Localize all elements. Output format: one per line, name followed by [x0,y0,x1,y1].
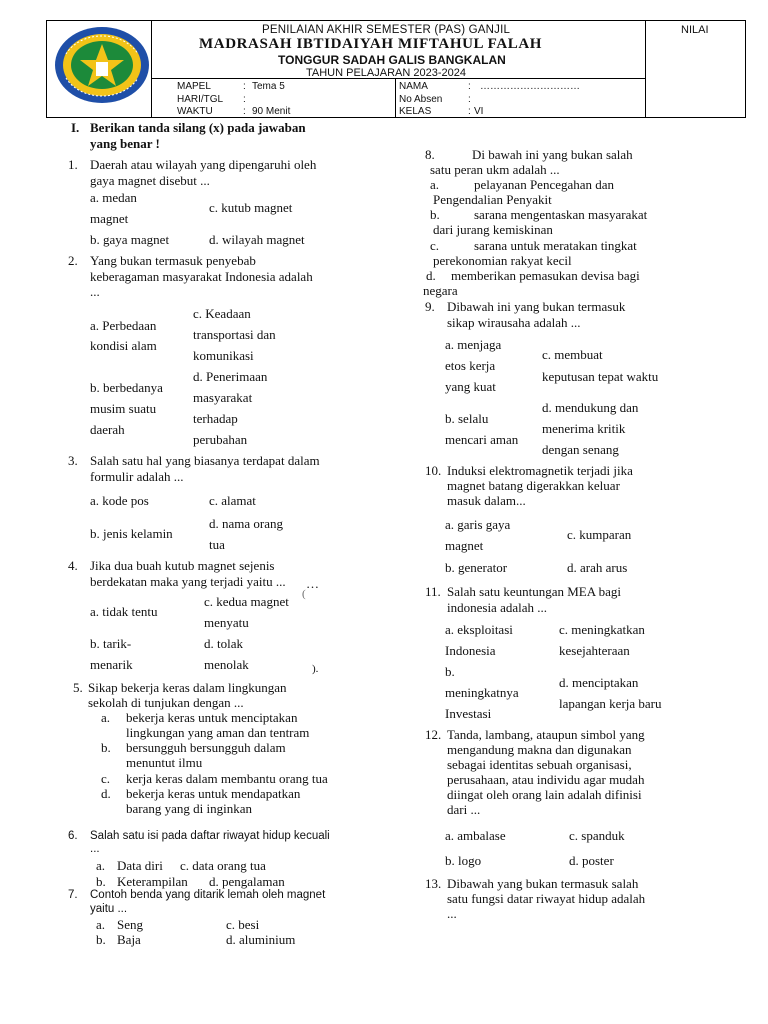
option-a-cont: kondisi alam [90,338,157,353]
option-c[interactable]: sarana untuk meratakan tingkat [474,238,637,253]
option-b[interactable]: b. gaya magnet [90,232,170,247]
question-number: 13. [425,876,442,891]
question-text: ... [90,284,100,299]
question-number: 1. [68,157,78,172]
option-letter: d. [426,268,436,283]
question-text: satu peran ukm adalah ... [430,162,560,177]
option-c[interactable]: c. spanduk [569,828,625,843]
stray-mark: ). [312,663,319,675]
option-d-cont: lapangan kerja baru [559,696,662,711]
section-instruction: Berikan tanda silang (x) pada jawaban [90,120,306,135]
question-number: 4. [68,558,78,573]
question-text: Dibawah yang bukan termasuk salah [447,876,639,891]
question-text: Salah satu keuntungan MEA bagi [447,584,622,599]
option-a-cont: Pengendalian Penyakit [433,192,552,207]
option-letter: d. [101,786,111,801]
option-letter: b. [96,932,106,947]
info-waktu-label: WAKTU [177,106,213,117]
option-b-cont: meningkatnya [445,685,519,700]
option-d-cont: negara [423,283,458,298]
option-b[interactable]: Baja [117,932,141,947]
option-d-cont: dengan senang [542,442,619,457]
school-location: TONGGUR SADAH GALIS BANGKALAN [278,53,506,67]
option-b[interactable]: b. [445,664,455,679]
option-letter: a. [101,710,111,725]
option-d-cont: terhadap [193,411,238,426]
question-text: Salah satu isi pada daftar riwayat hidup kecuali [90,830,330,842]
info-nama-value: ………………………… [480,81,580,92]
question-text: indonesia adalah ... [447,600,547,615]
option-b-cont: mencari aman [445,432,519,447]
question-text: Salah satu hal yang biasanya terdapat dalam [90,453,320,468]
assessment-title: PENILAIAN AKHIR SEMESTER (PAS) GANJIL [262,24,511,36]
option-a-cont: Indonesia [445,643,496,658]
option-letter: a. [96,917,106,932]
option-d[interactable]: d. aluminium [226,932,296,947]
option-c-cont: keputusan tepat waktu [542,369,659,384]
option-letter: a. [430,177,440,192]
option-letter: a. [96,858,106,873]
option-c[interactable]: c. kutub magnet [209,200,293,215]
info-absen-label: No Absen [399,94,443,105]
option-a[interactable]: pelayanan Pencegahan dan [474,177,615,192]
option-c-cont: kesejahteraan [559,643,630,658]
option-a[interactable]: bekerja keras untuk menciptakan [126,710,298,725]
option-b-cont: menuntut ilmu [126,755,203,770]
option-a[interactable]: Data diri [117,858,163,873]
option-c[interactable]: c. Keadaan [193,306,251,321]
option-d-cont: menerima kritik [542,421,626,436]
question-text: sebagai identitas sebuah organisasi, [447,757,632,772]
option-d-cont: masyarakat [193,390,253,405]
colon: : [468,94,471,105]
info-waktu-value: 90 Menit [252,106,291,117]
question-text: Tanda, lambang, ataupun simbol yang [447,727,645,742]
question-text: Di bawah ini yang bukan salah [472,147,633,162]
question-text: yaitu ... [90,903,128,915]
option-b[interactable]: b. tarik- [90,636,132,651]
option-b[interactable]: bersungguh bersungguh dalam [126,740,286,755]
option-a[interactable]: a. eksploitasi [445,622,513,637]
question-number: 3. [68,453,78,468]
question-text: Yang bukan termasuk penyebab [90,253,256,268]
option-c[interactable]: c. meningkatkan [559,622,645,637]
option-b-cont: Investasi [445,706,492,721]
option-a-cont: yang kuat [445,379,496,394]
question-text: dari ... [447,802,481,817]
question-number: 5. [73,680,83,695]
colon: : [243,94,246,105]
option-d-cont: tua [209,537,225,552]
option-c-cont: menyatu [204,615,249,630]
option-c-cont: perekonomian rakyat kecil [433,253,572,268]
question-text: Sikap bekerja keras dalam lingkungan [88,680,287,695]
option-b-cont: dari jurang kemiskinan [433,222,553,237]
option-d[interactable]: bekerja keras untuk mendapatkan [126,786,301,801]
option-c-cont: komunikasi [193,348,254,363]
option-b[interactable]: b. jenis kelamin [90,526,173,541]
option-b-cont: menarik [90,657,133,672]
colon: : [468,106,471,117]
option-c[interactable]: c. kumparan [567,527,632,542]
question-number: 11. [425,584,441,599]
option-a-cont: lingkungan yang aman dan tentram [126,725,310,740]
question-text: sekolah di tunjukan dengan ... [88,695,244,710]
question-text: masuk dalam... [447,493,526,508]
option-d[interactable]: d. arah arus [567,560,628,575]
option-b[interactable]: b. selalu [445,411,489,426]
option-b[interactable]: b. generator [445,560,508,575]
option-a[interactable]: a. medan [90,190,137,205]
question-text: diingat oleh orang lain adalah difinisi [447,787,642,802]
question-text: perusahaan, atau individu agar mudah [447,772,645,787]
question-text: Dibawah ini yang bukan termasuk [447,299,626,314]
option-letter: c. [430,238,440,253]
option-a[interactable]: a. Perbedaan [90,318,157,333]
option-d[interactable]: d. poster [569,853,614,868]
question-text: Jika dua buah kutub magnet sejenis [90,558,275,573]
question-text: satu fungsi datar riwayat hidup adalah [447,891,646,906]
option-b[interactable]: b. berbedanya [90,380,163,395]
option-a[interactable]: a. garis gaya [445,517,511,532]
option-c[interactable]: c. besi [226,917,260,932]
option-d[interactable]: d. mendukung dan [542,400,639,415]
option-b[interactable]: sarana mengentaskan masyarakat [474,207,648,222]
option-d[interactable]: d. wilayah magnet [209,232,305,247]
colon: : [243,81,246,92]
option-d[interactable]: d. Penerimaan [193,369,268,384]
info-mapel-value: Tema 5 [252,81,285,92]
question-text: Induksi elektromagnetik terjadi jika [447,463,633,478]
option-d[interactable]: d. menciptakan [559,675,639,690]
option-c[interactable]: c. data orang tua [180,858,266,873]
question-text: ... [90,843,100,855]
question-number: 8. [425,147,435,162]
school-logo-icon [52,24,152,106]
option-d[interactable]: d. nama orang [209,516,284,531]
question-number: 9. [425,299,435,314]
option-c-cont: transportasi dan [193,327,276,342]
option-a-cont: etos kerja [445,358,496,373]
option-d[interactable]: memberikan pemasukan devisa bagi [451,268,640,283]
question-text: Contoh benda yang ditarik lemah oleh magnet [90,889,326,901]
question-text: mengandung makna dan digunakan [447,742,632,757]
option-c[interactable]: c. membuat [542,347,603,362]
option-a[interactable]: a. tidak tentu [90,604,158,619]
option-a[interactable]: a. menjaga [445,337,502,352]
option-c[interactable]: c. kedua magnet [204,594,289,609]
question-number: 2. [68,253,78,268]
option-letter: c. [101,771,111,786]
info-haritgl-label: HARI/TGL [177,94,224,105]
option-a[interactable]: Seng [117,917,143,932]
colon: : [243,106,246,117]
question-number: 12. [425,727,442,742]
section-numeral: I. [71,120,80,135]
colon: : [468,81,471,92]
option-b[interactable]: b. logo [445,853,482,868]
question-number: 10. [425,463,442,478]
section-instruction-2: yang benar ! [90,136,160,151]
option-d[interactable]: d. pengalaman [209,874,285,889]
question-text: formulir adalah ... [90,469,184,484]
option-b-cont: musim suatu [90,401,157,416]
option-c[interactable]: c. alamat [209,493,256,508]
info-kelas-value: VI [474,106,484,117]
nilai-label: NILAI [681,24,709,36]
info-kelas-label: KELAS [399,106,432,117]
option-d-cont: barang yang di inginkan [126,801,252,816]
school-name: MADRASAH IBTIDAIYAH MIFTAHUL FALAH [199,36,543,52]
option-b[interactable]: Keterampilan [117,874,188,889]
option-d-cont: perubahan [193,432,248,447]
stray-mark: ( [302,588,306,600]
option-a-cont: magnet [445,538,484,553]
question-text: berdekatan maka yang terjadi yaitu ... [90,574,286,589]
option-c[interactable]: kerja keras dalam membantu orang tua [126,771,328,786]
option-letter: b. [101,740,111,755]
question-text: gaya magnet disebut ... [90,173,210,188]
option-letter: b. [96,874,106,889]
option-a[interactable]: a. ambalase [445,828,506,843]
info-mapel-label: MAPEL [177,81,211,92]
option-a[interactable]: a. kode pos [90,493,149,508]
option-d-cont: menolak [204,657,249,672]
question-text: ... [447,906,457,921]
question-text: Daerah atau wilayah yang dipengaruhi oleh [90,157,317,172]
stray-mark: … [306,576,319,591]
option-d[interactable]: d. tolak [204,636,243,651]
option-letter: b. [430,207,440,222]
info-nama-label: NAMA [399,81,428,92]
academic-year: TAHUN PELAJARAN 2023-2024 [306,67,466,79]
question-text: magnet batang digerakkan keluar [447,478,620,493]
question-number: 7. [68,889,78,901]
question-number: 6. [68,830,78,842]
option-b-cont: daerah [90,422,125,437]
option-a-cont: magnet [90,211,129,226]
question-text: sikap wirausaha adalah ... [447,315,581,330]
question-text: keberagaman masyarakat Indonesia adalah [90,269,313,284]
